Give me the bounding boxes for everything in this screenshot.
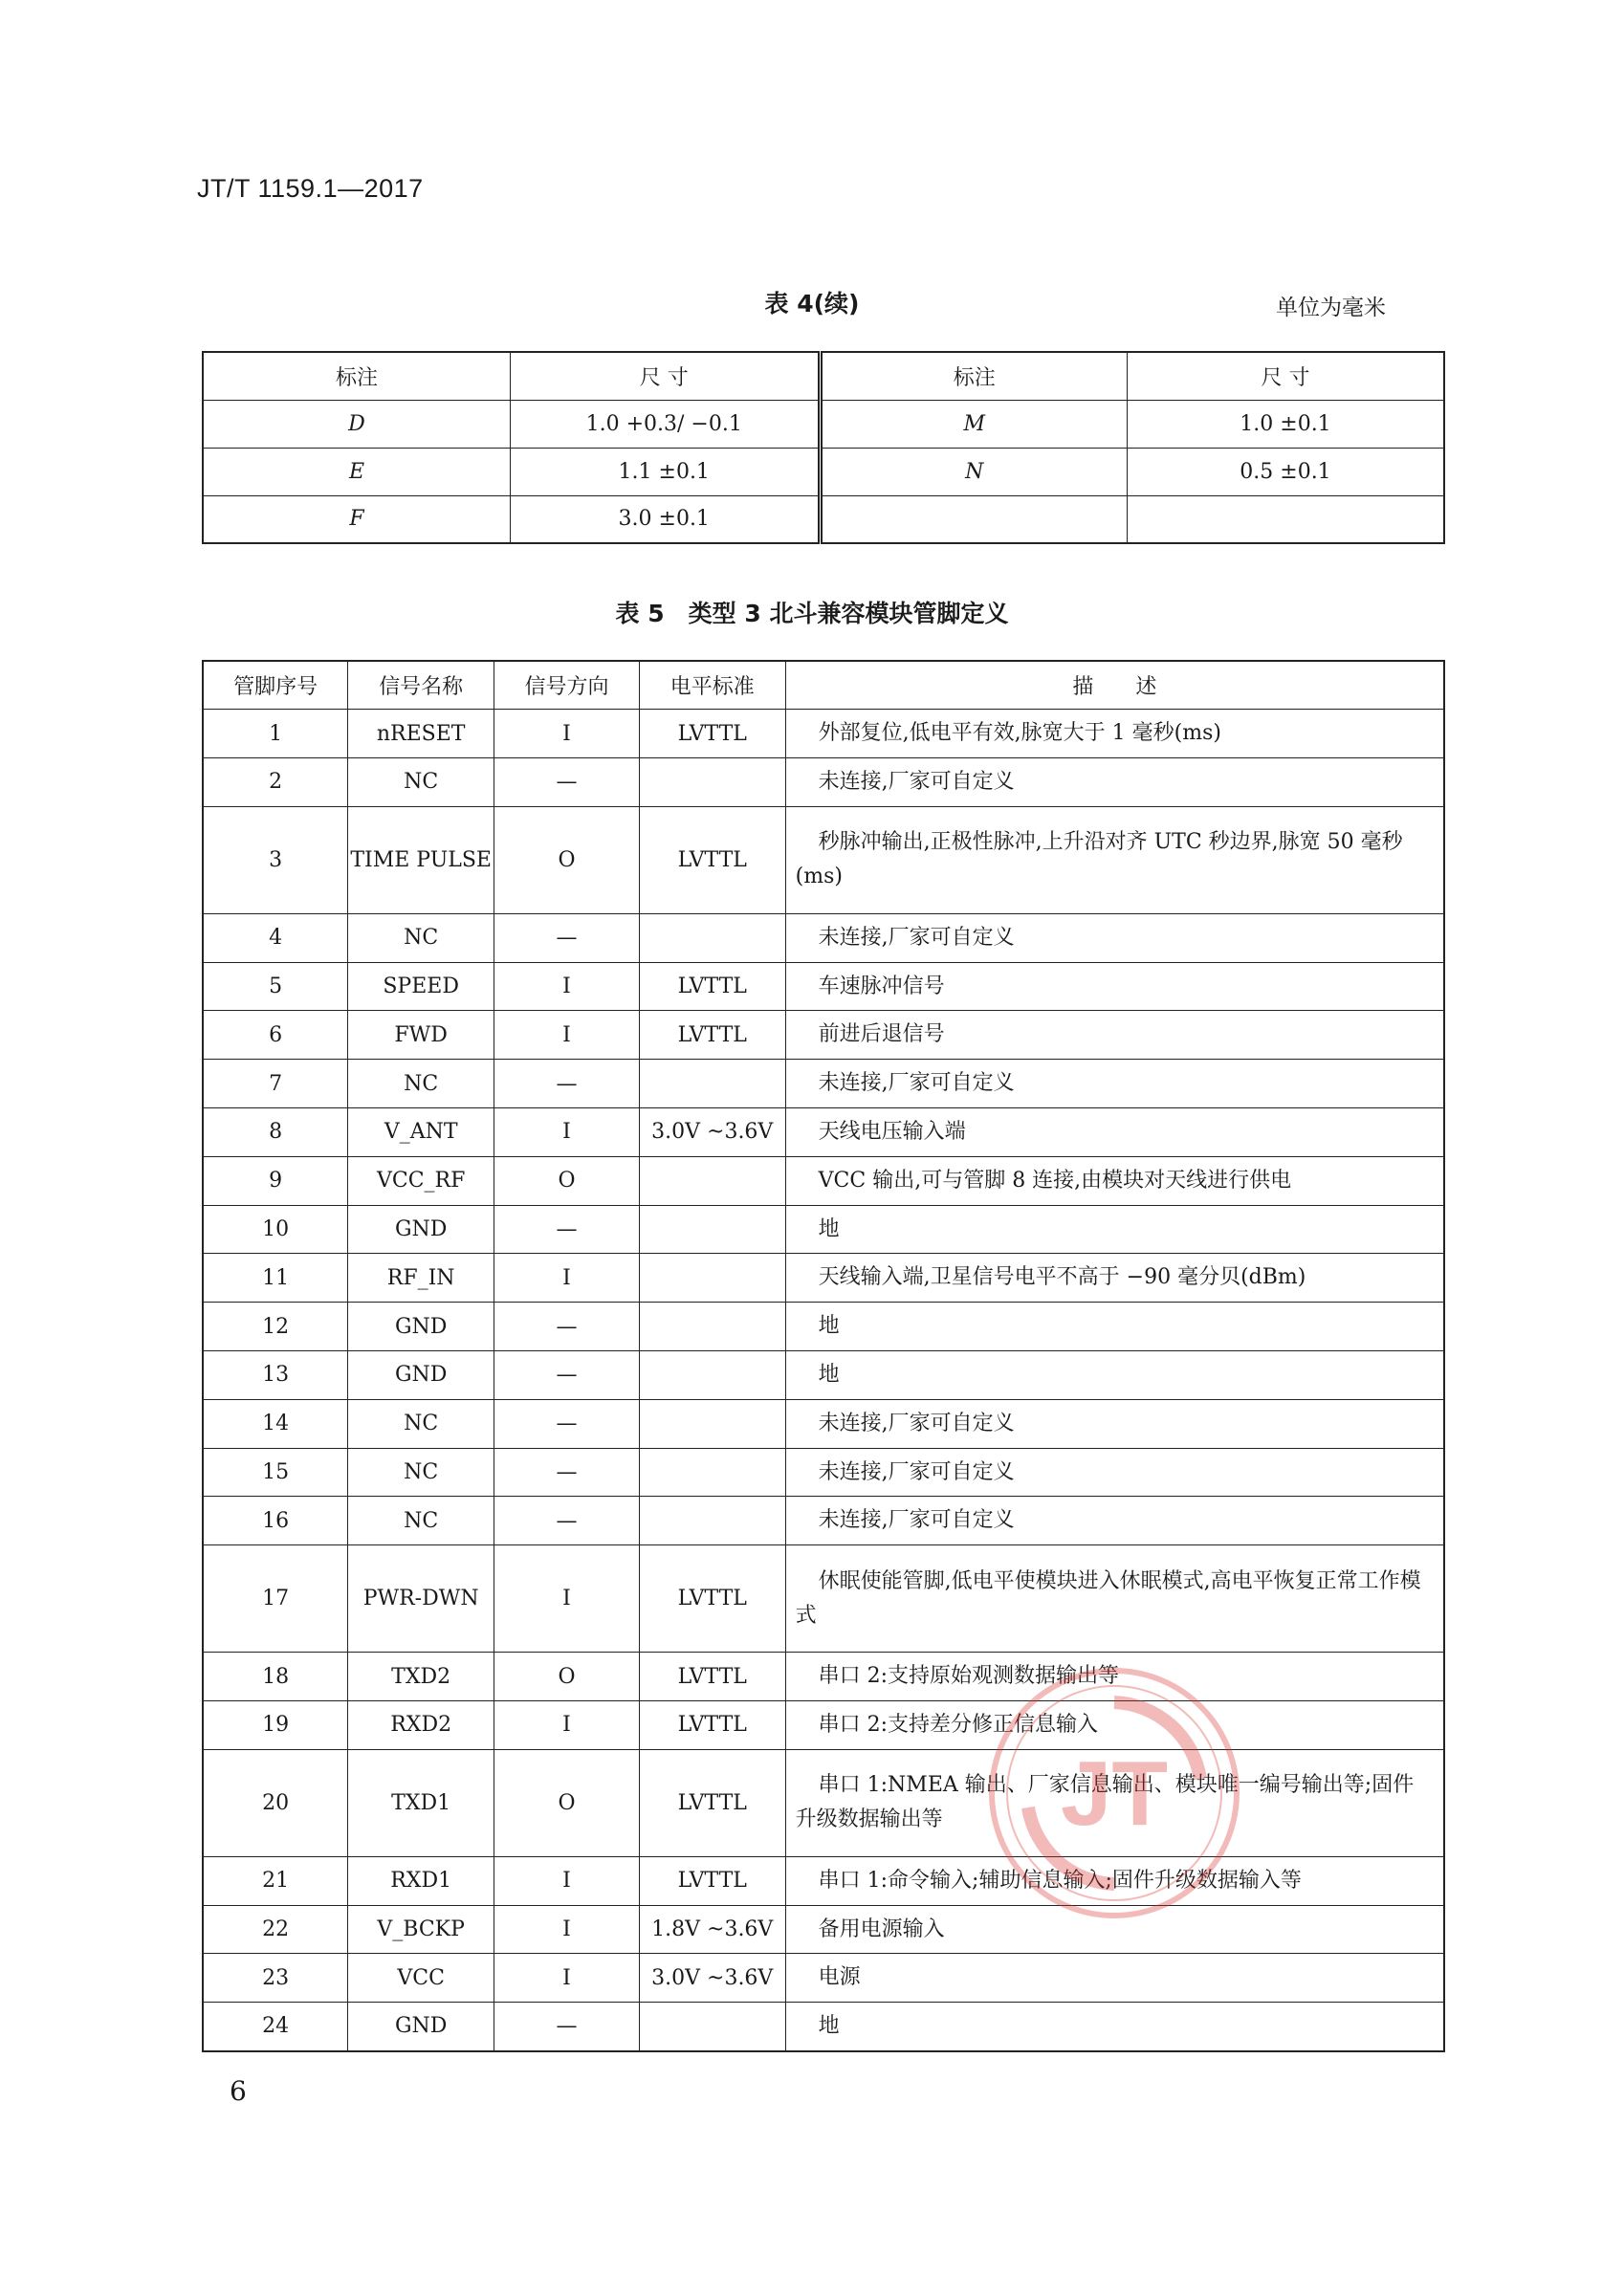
table-cell: PWR-DWN — [348, 1545, 494, 1653]
description-cell: 串口 1:命令输入;辅助信息输入;固件升级数据输入等 — [785, 1856, 1444, 1905]
table-cell: SPEED — [348, 962, 494, 1011]
table-cell: — — [494, 913, 640, 962]
table5-title: 表 5 类型 3 北斗兼容模块管脚定义 — [615, 600, 1009, 627]
table-row — [203, 1749, 1444, 1856]
table-row — [203, 2003, 1444, 2051]
table-cell: E — [203, 448, 510, 495]
table-cell — [639, 1448, 785, 1497]
column-header: 信号方向 — [494, 661, 640, 710]
table-cell — [639, 1399, 785, 1448]
table-cell: I — [494, 1108, 640, 1157]
description-cell: 天线电压输入端 — [785, 1108, 1444, 1157]
description-cell: VCC 输出,可与管脚 8 连接,由模块对天线进行供电 — [785, 1156, 1444, 1205]
table-cell: I — [494, 1011, 640, 1060]
table-cell — [639, 1156, 785, 1205]
table-cell: I — [494, 1701, 640, 1750]
table-cell: V_BCKP — [348, 1905, 494, 1954]
table4-title: 表 4(续) — [764, 290, 860, 318]
description-cell: 天线输入端,卫星信号电平不高于 −90 毫分贝(dBm) — [785, 1254, 1444, 1303]
table-cell: O — [494, 806, 640, 913]
table-row — [203, 400, 1444, 448]
column-header: 管脚序号 — [203, 661, 348, 710]
column-header: 描 述 — [785, 661, 1444, 710]
table-cell: — — [494, 758, 640, 807]
column-header: 尺 寸 — [510, 352, 820, 400]
table-row — [203, 1156, 1444, 1205]
table-row — [203, 1905, 1444, 1954]
table-row — [203, 1351, 1444, 1400]
table-cell: D — [203, 400, 510, 448]
table-cell: — — [494, 2003, 640, 2051]
table-row — [203, 448, 1444, 495]
table-cell: O — [494, 1156, 640, 1205]
table-cell: — — [494, 1303, 640, 1351]
table-cell: I — [494, 1905, 640, 1954]
table-cell: 16 — [203, 1497, 348, 1545]
seal-text: JT — [1060, 1742, 1169, 1845]
table-cell: 14 — [203, 1399, 348, 1448]
table-row — [203, 1254, 1444, 1303]
table-cell: 4 — [203, 913, 348, 962]
table-cell: N — [820, 448, 1127, 495]
table-cell: NC — [348, 1448, 494, 1497]
table-cell: M — [820, 400, 1127, 448]
column-header: 标注 — [820, 352, 1127, 400]
table-cell — [639, 758, 785, 807]
table-cell — [1127, 495, 1444, 543]
column-header: 信号名称 — [348, 661, 494, 710]
table-cell: — — [494, 1448, 640, 1497]
table-cell: LVTTL — [639, 1701, 785, 1750]
table-cell: 18 — [203, 1653, 348, 1701]
description-cell: 地 — [785, 1303, 1444, 1351]
table-cell: 17 — [203, 1545, 348, 1653]
table-cell: 3.0V ~3.6V — [639, 1108, 785, 1157]
table-cell — [639, 1351, 785, 1400]
table-cell: I — [494, 1545, 640, 1653]
table-cell: 3.0 ±0.1 — [510, 495, 820, 543]
table-row — [203, 1108, 1444, 1157]
table-cell: RF_IN — [348, 1254, 494, 1303]
table-cell: 12 — [203, 1303, 348, 1351]
table-cell: VCC_RF — [348, 1156, 494, 1205]
description-cell: 地 — [785, 2003, 1444, 2051]
table-cell: — — [494, 1351, 640, 1400]
table-cell: RXD1 — [348, 1856, 494, 1905]
table-row — [203, 962, 1444, 1011]
description-cell: 未连接,厂家可自定义 — [785, 758, 1444, 807]
table-cell: NC — [348, 1399, 494, 1448]
table-cell: V_ANT — [348, 1108, 494, 1157]
table-cell: 8 — [203, 1108, 348, 1157]
table-cell: 19 — [203, 1701, 348, 1750]
table-cell: 1.8V ~3.6V — [639, 1905, 785, 1954]
column-header: 标注 — [203, 352, 510, 400]
table-cell: 1.0 ±0.1 — [1127, 400, 1444, 448]
table-cell: — — [494, 1060, 640, 1108]
description-cell: 未连接,厂家可自定义 — [785, 913, 1444, 962]
description-cell: 休眠使能管脚,低电平使模块进入休眠模式,高电平恢复正常工作模式 — [785, 1545, 1444, 1653]
table-cell: 7 — [203, 1060, 348, 1108]
table-row — [203, 710, 1444, 758]
table-cell: TXD2 — [348, 1653, 494, 1701]
table-row — [203, 1545, 1444, 1653]
description-cell: 车速脉冲信号 — [785, 962, 1444, 1011]
table-cell: LVTTL — [639, 1011, 785, 1060]
table-cell: NC — [348, 758, 494, 807]
table-row — [203, 1205, 1444, 1254]
table-cell — [639, 913, 785, 962]
table-cell: I — [494, 1856, 640, 1905]
table-cell: LVTTL — [639, 1856, 785, 1905]
table-row — [203, 1011, 1444, 1060]
table-cell: — — [494, 1399, 640, 1448]
table-cell — [639, 1254, 785, 1303]
table-row — [203, 806, 1444, 913]
column-header: 尺 寸 — [1127, 352, 1444, 400]
table-cell: 11 — [203, 1254, 348, 1303]
table-cell: 3 — [203, 806, 348, 913]
description-cell: 未连接,厂家可自定义 — [785, 1060, 1444, 1108]
table-cell: 1.0 +0.3/ −0.1 — [510, 400, 820, 448]
table-cell: 6 — [203, 1011, 348, 1060]
table-cell: — — [494, 1205, 640, 1254]
page-number: 6 — [230, 2075, 247, 2107]
column-header: 电平标准 — [639, 661, 785, 710]
table-cell: LVTTL — [639, 806, 785, 913]
table-cell — [639, 1205, 785, 1254]
description-cell: 秒脉冲输出,正极性脉冲,上升沿对齐 UTC 秒边界,脉宽 50 毫秒(ms) — [785, 806, 1444, 913]
table-cell: 0.5 ±0.1 — [1127, 448, 1444, 495]
table-cell: I — [494, 1954, 640, 2003]
description-cell: 电源 — [785, 1954, 1444, 2003]
table-cell: 1 — [203, 710, 348, 758]
table-row — [203, 1303, 1444, 1351]
jt-seal-watermark — [985, 1664, 1243, 1922]
table-cell — [639, 2003, 785, 2051]
table-row — [203, 1497, 1444, 1545]
table-cell: 24 — [203, 2003, 348, 2051]
table-cell: VCC — [348, 1954, 494, 2003]
table-cell: GND — [348, 1351, 494, 1400]
table-row — [203, 495, 1444, 543]
table-cell: GND — [348, 2003, 494, 2051]
table-cell: NC — [348, 913, 494, 962]
table-cell: 22 — [203, 1905, 348, 1954]
table-cell: FWD — [348, 1011, 494, 1060]
table-cell: 21 — [203, 1856, 348, 1905]
description-cell: 未连接,厂家可自定义 — [785, 1448, 1444, 1497]
table-row — [203, 1954, 1444, 2003]
description-cell: 未连接,厂家可自定义 — [785, 1399, 1444, 1448]
table-cell: I — [494, 962, 640, 1011]
description-cell: 外部复位,低电平有效,脉宽大于 1 毫秒(ms) — [785, 710, 1444, 758]
table-cell: 3.0V ~3.6V — [639, 1954, 785, 2003]
description-cell: 串口 1:NMEA 输出、厂家信息输出、模块唯一编号输出等;固件升级数据输出等 — [785, 1749, 1444, 1856]
table-cell: 2 — [203, 758, 348, 807]
table-cell: LVTTL — [639, 1653, 785, 1701]
table-cell: 15 — [203, 1448, 348, 1497]
table-cell: 10 — [203, 1205, 348, 1254]
description-cell: 备用电源输入 — [785, 1905, 1444, 1954]
dimension-table — [202, 351, 1445, 544]
description-cell: 未连接,厂家可自定义 — [785, 1497, 1444, 1545]
table-row — [203, 1448, 1444, 1497]
table-header-row — [203, 352, 1444, 400]
table-cell: 20 — [203, 1749, 348, 1856]
table-row — [203, 1653, 1444, 1701]
unit-note: 单位为毫米 — [1276, 296, 1386, 320]
description-cell: 串口 2:支持原始观测数据输出等 — [785, 1653, 1444, 1701]
table-cell: NC — [348, 1497, 494, 1545]
table-cell: 13 — [203, 1351, 348, 1400]
description-cell: 前进后退信号 — [785, 1011, 1444, 1060]
table-cell: 5 — [203, 962, 348, 1011]
table-cell: O — [494, 1749, 640, 1856]
table-cell: 23 — [203, 1954, 348, 2003]
table-row — [203, 913, 1444, 962]
table-row — [203, 1060, 1444, 1108]
table-cell: O — [494, 1653, 640, 1701]
table-cell: TXD1 — [348, 1749, 494, 1856]
table-row — [203, 1856, 1444, 1905]
table-row — [203, 758, 1444, 807]
description-cell: 地 — [785, 1205, 1444, 1254]
table-cell: GND — [348, 1205, 494, 1254]
table-cell: TIME PULSE — [348, 806, 494, 913]
table-cell — [639, 1060, 785, 1108]
description-cell: 串口 2:支持差分修正信息输入 — [785, 1701, 1444, 1750]
table-header-row — [203, 661, 1444, 710]
table-cell: LVTTL — [639, 962, 785, 1011]
table-cell: NC — [348, 1060, 494, 1108]
table-cell: 9 — [203, 1156, 348, 1205]
table-cell: LVTTL — [639, 1545, 785, 1653]
table-cell: I — [494, 710, 640, 758]
table-cell: nRESET — [348, 710, 494, 758]
table-cell: GND — [348, 1303, 494, 1351]
table-row — [203, 1701, 1444, 1750]
table-cell: RXD2 — [348, 1701, 494, 1750]
document-code: JT/T 1159.1—2017 — [197, 174, 424, 203]
table-cell: — — [494, 1497, 640, 1545]
table-row — [203, 1399, 1444, 1448]
table-cell: LVTTL — [639, 1749, 785, 1856]
table-cell: LVTTL — [639, 710, 785, 758]
table-cell — [639, 1303, 785, 1351]
description-cell: 地 — [785, 1351, 1444, 1400]
pin-definition-table — [202, 660, 1445, 2052]
table-cell — [639, 1497, 785, 1545]
table-cell: I — [494, 1254, 640, 1303]
table-cell: F — [203, 495, 510, 543]
table-cell: 1.1 ±0.1 — [510, 448, 820, 495]
table-cell — [820, 495, 1127, 543]
